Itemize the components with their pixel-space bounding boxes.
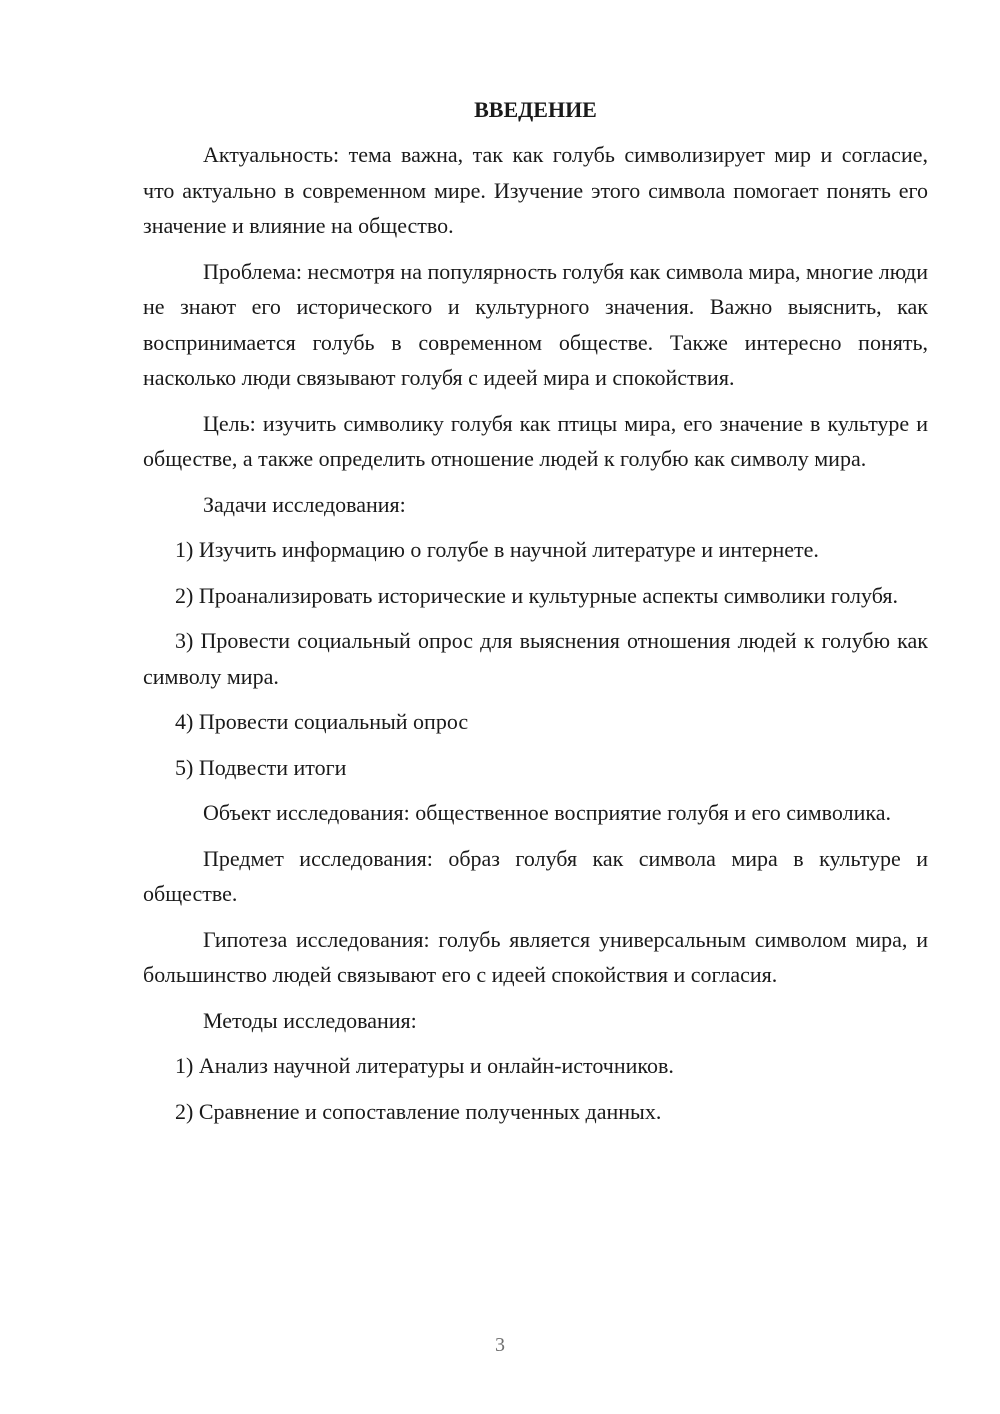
goal-paragraph: Цель: изучить символику голубя как птицы мира, его значение в культуре и обществе, а также определить отношение людей к голубю как символу мира. bbox=[143, 410, 928, 471]
relevance-paragraph: Актуальность: тема важна, так как голубь символизирует мир и согласие, что актуально в современном мире. Изучение этого символа помогает понять его значение и влияние на общество. bbox=[143, 142, 928, 238]
page-content bbox=[143, 92, 928, 1139]
task-item-1: 1) Изучить информацию о голубе в научной литературе и интернете. bbox=[175, 537, 819, 562]
object-paragraph: Объект исследования: общественное восприятие голубя и его символика. bbox=[203, 800, 892, 825]
task-item-4: 4) Провести социальный опрос bbox=[175, 709, 469, 734]
problem-paragraph: Проблема: несмотря на популярность голубя как символа мира, многие люди не знают его исторического и культурного значения. Важно выяснить, как воспринимается голубь в современном обществе. Также интересно понять, насколько люди связывают голубя с идеей мира и спокойствия. bbox=[143, 258, 928, 390]
task-item-2: 2) Проанализировать исторические и культурные аспекты символики голубя. bbox=[175, 582, 898, 608]
task-item-3: 3) Провести социальный опрос для выяснения отношения людей к голубю как символу мира. bbox=[143, 628, 928, 689]
method-item-2: 2) Сравнение и сопоставление полученных данных. bbox=[175, 1098, 662, 1124]
methods-heading: Методы исследования: bbox=[203, 1007, 417, 1033]
section-title: ВВЕДЕНИЕ bbox=[474, 97, 597, 122]
tasks-heading: Задачи исследования: bbox=[203, 491, 406, 517]
method-item-1: 1) Анализ научной литературы и онлайн-источников. bbox=[175, 1053, 674, 1078]
page-number: 3 bbox=[495, 1334, 505, 1356]
hypothesis-paragraph: Гипотеза исследования: голубь является универсальным символом мира, и большинство людей связывают его с идеей спокойствия и согласия. bbox=[143, 926, 928, 987]
subject-paragraph: Предмет исследования: образ голубя как символа мира в культуре и обществе. bbox=[143, 845, 928, 906]
task-item-5: 5) Подвести итоги bbox=[175, 754, 347, 780]
